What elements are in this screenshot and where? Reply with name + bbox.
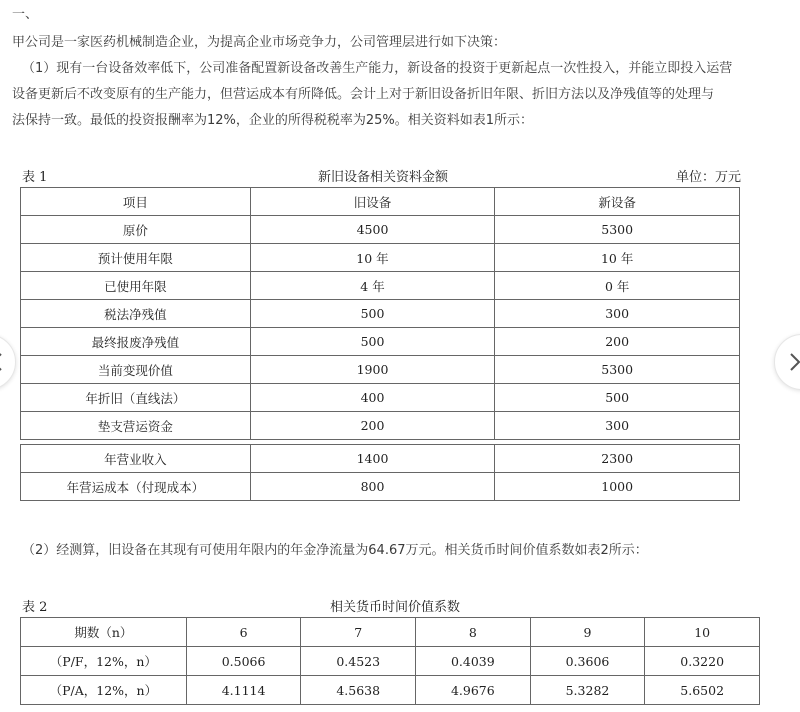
table-cell: 0.3220 [645, 647, 760, 676]
table-cell: 4.5638 [301, 676, 416, 705]
table-row [21, 300, 740, 328]
table2-header-cell: 6 [186, 618, 301, 647]
table2-header-cell: 9 [530, 618, 645, 647]
table-cell: 4 年 [250, 272, 495, 300]
table1-header-cell: 旧设备 [250, 188, 495, 216]
table-cell: 最终报废净残值 [21, 328, 251, 356]
table-cell: 200 [495, 328, 740, 356]
table2-header-cell: 7 [301, 618, 416, 647]
prev-button[interactable] [0, 334, 16, 390]
table-cell: 800 [250, 473, 495, 501]
table-cell: 年折旧（直线法） [21, 384, 251, 412]
table-cell: 1000 [495, 473, 740, 501]
next-button[interactable] [774, 334, 800, 390]
table-cell: （P/F，12%，n） [21, 647, 187, 676]
table-cell: 500 [250, 328, 495, 356]
table-row [21, 412, 740, 440]
table-cell: 年营运成本（付现成本） [21, 473, 251, 501]
table2-label: 表 2 [22, 600, 48, 615]
table-cell: 300 [495, 300, 740, 328]
part1-line-3: 法保持一致。最低的投资报酬率为12%，企业的所得税税率为25%。相关资料如表1所示： [12, 113, 534, 128]
table-cell: 5.3282 [530, 676, 645, 705]
table-row [21, 647, 760, 676]
table-cell: 5.6502 [645, 676, 760, 705]
table-cell: 已使用年限 [21, 272, 251, 300]
table-row [21, 244, 740, 272]
table2-title: 相关货币时间价值系数 [330, 600, 461, 615]
table-cell: 4.9676 [416, 676, 531, 705]
table-row [21, 328, 740, 356]
table1-title: 新旧设备相关资料金额 [318, 170, 449, 185]
table-row [21, 473, 740, 501]
chevron-left-icon [0, 353, 3, 371]
table2-header-cell: 期数（n） [21, 618, 187, 647]
table-cell: 10 年 [250, 244, 495, 272]
table-cell: 年营业收入 [21, 445, 251, 473]
table-cell: 0.4039 [416, 647, 531, 676]
table-cell: 1400 [250, 445, 495, 473]
table-row [21, 272, 740, 300]
table-cell: 预计使用年限 [21, 244, 251, 272]
table1-unit: 单位：万元 [676, 170, 742, 185]
table-cell: 1900 [250, 356, 495, 384]
table-cell: 400 [250, 384, 495, 412]
time-value-table [20, 617, 760, 705]
equipment-table [20, 187, 740, 501]
table-row [21, 216, 740, 244]
table2-header-row [21, 618, 760, 647]
table-row [21, 445, 740, 473]
table-cell: 0.5066 [186, 647, 301, 676]
table-cell: 4500 [250, 216, 495, 244]
table1-header-cell: 新设备 [495, 188, 740, 216]
table-cell: 原价 [21, 216, 251, 244]
table2-header-cell: 8 [416, 618, 531, 647]
table-cell: 垫支营运资金 [21, 412, 251, 440]
table-cell: 5300 [495, 356, 740, 384]
table1-label: 表 1 [22, 170, 48, 185]
table-cell: 2300 [495, 445, 740, 473]
table-cell: 500 [250, 300, 495, 328]
table-cell: 0.4523 [301, 647, 416, 676]
table1-header-cell: 项目 [21, 188, 251, 216]
table-cell: 300 [495, 412, 740, 440]
table-cell: 10 年 [495, 244, 740, 272]
table-cell: 0 年 [495, 272, 740, 300]
part1-line-1: （1）现有一台设备效率低下，公司准备配置新设备改善生产能力，新设备的投资于更新起点一次性投入，并能立即投入运营 [22, 61, 733, 76]
part1-line-2: 设备更新后不改变原有的生产能力，但营运成本有所降低。会计上对于新旧设备折旧年限、折旧方法以及净残值等的处理与 [12, 87, 715, 102]
table-cell: 5300 [495, 216, 740, 244]
part2-text: （2）经测算，旧设备在其现有可使用年限内的年金净流量为64.67万元。相关货币时间价值系数如表2所示： [22, 543, 648, 558]
table-cell: 当前变现价值 [21, 356, 251, 384]
table-cell: 200 [250, 412, 495, 440]
table-cell: （P/A，12%，n） [21, 676, 187, 705]
chevron-right-icon [789, 353, 800, 371]
table2-header-cell: 10 [645, 618, 760, 647]
table-cell: 4.1114 [186, 676, 301, 705]
table-row [21, 384, 740, 412]
table-cell: 0.3606 [530, 647, 645, 676]
table-row [21, 356, 740, 384]
section-heading: 一、 [12, 7, 39, 22]
intro-text: 甲公司是一家医药机械制造企业，为提高企业市场竞争力，公司管理层进行如下决策： [12, 35, 507, 50]
table1-header-row [21, 188, 740, 216]
table-row [21, 676, 760, 705]
table-cell: 税法净残值 [21, 300, 251, 328]
table-cell: 500 [495, 384, 740, 412]
